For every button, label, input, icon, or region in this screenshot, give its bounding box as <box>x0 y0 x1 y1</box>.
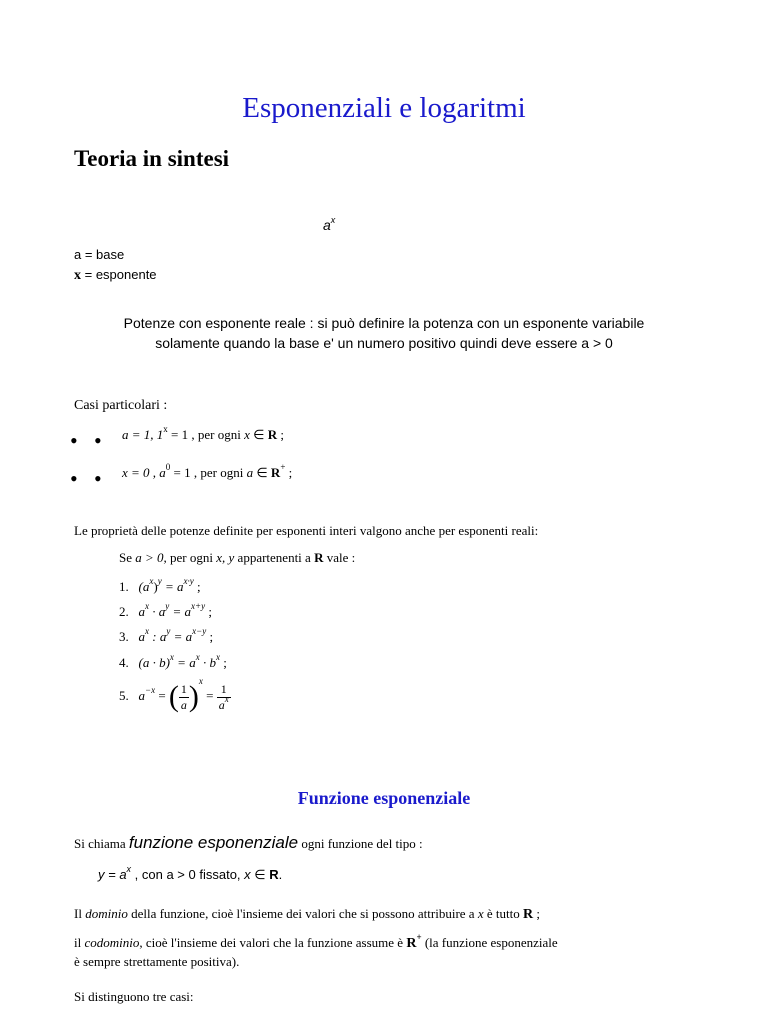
property-2: 2. $a^x \cdot a^y = a^{x+y}$ ; <box>119 601 212 619</box>
codomain-sentence: il codominio, cioè l'insieme dei valori che la funzione assume è R+ (la funzione esponenziale <box>74 932 558 951</box>
fraction-1-over-ax: $\frac{1}{a^x}$ <box>218 681 229 712</box>
domain-sentence: Il dominio della funzione, cioè l'insieme dei valori che si possono attribuire a x è tutto R ; <box>74 906 540 922</box>
section-heading-exp-function: Funzione esponenziale <box>297 788 471 808</box>
exp-formula: $y = a^x$ , con a > 0 fissato, x ∈ R. <box>98 864 283 882</box>
bullet-1b: • <box>94 428 102 453</box>
property-1: 1. $(a^x)^y = a^{x\cdot y}$ ; <box>119 576 201 594</box>
real-power-paragraph <box>0 313 768 353</box>
codomain-sentence-line2: è sempre strettamente positiva). <box>74 954 240 969</box>
section-heading: Teoria in sintesi <box>74 146 230 171</box>
special-case-1: a = 1, $1^x = 1$ , per ogni x ∈ R ; <box>122 424 284 442</box>
properties-intro: Le proprietà delle potenze definite per esponenti interi valgono anche per esponenti reali: <box>74 523 539 538</box>
property-4: 4. $(a \cdot b)^x = a^x \cdot b^x$ ; <box>119 652 227 670</box>
bullet-2a: • <box>70 466 78 491</box>
properties-condition: Se a > 0, per ogni x, y appartenenti a R vale : <box>119 550 356 565</box>
special-cases-label: Casi particolari : <box>74 398 168 413</box>
def-exponent: x = esponente <box>74 267 157 283</box>
power-expression: $a^x$ <box>323 215 336 233</box>
three-cases-label: Si distinguono tre casi: <box>74 989 194 1004</box>
bullet-2b: • <box>94 466 102 491</box>
bullet-1a: • <box>70 428 78 453</box>
real-power-line2: solamente quando la base e' un numero positivo quindi deve essere a > 0 <box>155 335 613 351</box>
def-base: a = base <box>74 247 125 262</box>
page-title: Esponenziali e logaritmi <box>242 92 526 124</box>
real-power-line1: Potenze con esponente reale : si può definire la potenza con un esponente variabile <box>123 315 645 331</box>
fraction-1-over-a: $\frac{1}{a}$ <box>180 681 187 712</box>
property-3: 3. $a^x$ : $a^y = a^{x-y}$ ; <box>119 626 214 644</box>
property-5: 5. $a^{-x}$ = ( $\frac{1}{a}$ )$^x$ = $\frac{1}{a^x}$ <box>119 675 229 713</box>
special-case-2: x = 0 , $a^0 = 1$ , per ogni a ∈ R+ ; <box>122 462 293 480</box>
exp-definition: Si chiama funzione esponenziale ogni funzione del tipo : <box>74 833 423 852</box>
